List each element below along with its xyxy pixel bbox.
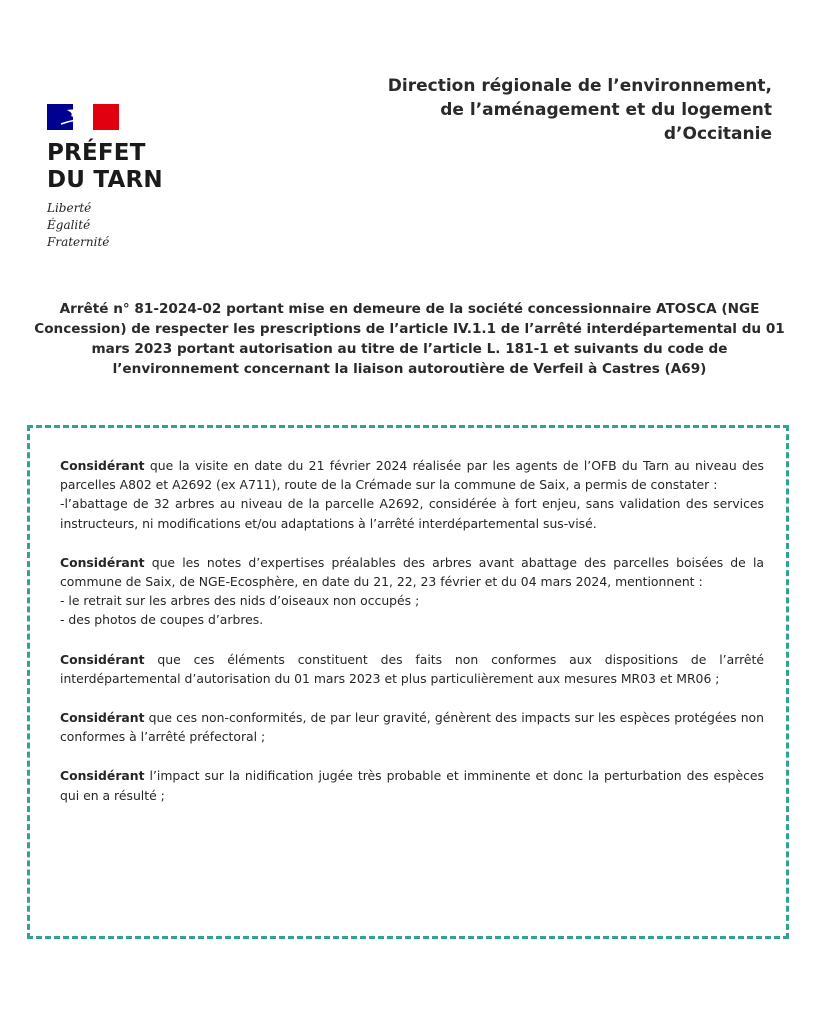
considerants-list xyxy=(60,456,764,825)
direction-regionale xyxy=(292,74,772,146)
considerant-lead: Considérant xyxy=(60,768,145,784)
considerant-paragraph xyxy=(60,456,764,533)
prefet-line: PRÉFET xyxy=(47,140,146,166)
considerant-item: - le retrait sur les arbres des nids d’oiseaux non occupés ; xyxy=(60,593,420,609)
considerant-paragraph xyxy=(60,766,764,804)
considerant-text: que la visite en date du 21 février 2024 réalisée par les agents de l’OFB du Tarn au niveau des parcelles A802 et A2692 (ex A711), route de la Crémade sur la commune de Saix, a permis de constater : xyxy=(60,458,764,493)
considerant-paragraph xyxy=(60,650,764,688)
devise xyxy=(47,200,187,251)
devise-line: Fraternité xyxy=(47,235,110,249)
considerant-lead: Considérant xyxy=(60,554,145,570)
considerant-lead: Considérant xyxy=(60,710,145,726)
considerant-item: -l’abattage de 32 arbres au niveau de la parcelle A2692, considérée à fort enjeu, sans validation des services instructeurs, ni modifications et/ou adaptations à l’arrêté interdépartemental sus-visé. xyxy=(60,496,764,531)
direction-line: de l’aménagement et du logement xyxy=(440,100,772,120)
considerant-item: - des photos de coupes d’arbres. xyxy=(60,612,264,628)
considerant-text: l’impact sur la nidification jugée très probable et imminente et donc la perturbation des espèces qui en a résulté ; xyxy=(60,768,764,803)
considerant-paragraph xyxy=(60,553,764,630)
prefet-logo xyxy=(47,104,187,251)
considerant-paragraph xyxy=(60,708,764,746)
devise-line: Liberté xyxy=(47,201,92,215)
considerant-text: que ces éléments constituent des faits non conformes aux dispositions de l’arrêté interdépartemental d’autorisation du 01 mars 2023 et plus particulièrement aux mesures MR03 et MR06 ; xyxy=(60,651,764,686)
direction-line: d’Occitanie xyxy=(663,124,772,144)
considerant-lead: Considérant xyxy=(60,651,145,667)
considerant-text: que les notes d’expertises préalables des arbres avant abattage des parcelles boisées de la commune de Saix, de NGE-Ecosphère, en date du 21, 22, 23 février et du 04 mars 2024, mentionnent : xyxy=(60,554,764,590)
marianne-flag-icon xyxy=(47,104,119,130)
considerant-lead: Considérant xyxy=(60,458,145,473)
arrete-title: Arrêté n° 81-2024-02 portant mise en demeure de la société concessionnaire ATOSCA (NGE Concession) de respecter les prescriptions de l’article IV.1.1 de l’arrêté interdépartemental du 01 mars 2023 portant autorisation au titre de l’article L. 181-1 et suivants du code de l’environnement concernant la liaison autoroutière de Verfeil à Castres (A69) xyxy=(34,301,785,377)
considerant-text: que ces non-conformités, de par leur gravité, génèrent des impacts sur les espèces protégées non conformes à l’arrêté préfectoral ; xyxy=(60,710,764,745)
prefet-line: DU TARN xyxy=(47,167,163,193)
direction-line: Direction régionale de l’environnement, xyxy=(387,76,772,96)
devise-line: Égalité xyxy=(47,218,91,232)
prefet-name xyxy=(47,140,187,194)
